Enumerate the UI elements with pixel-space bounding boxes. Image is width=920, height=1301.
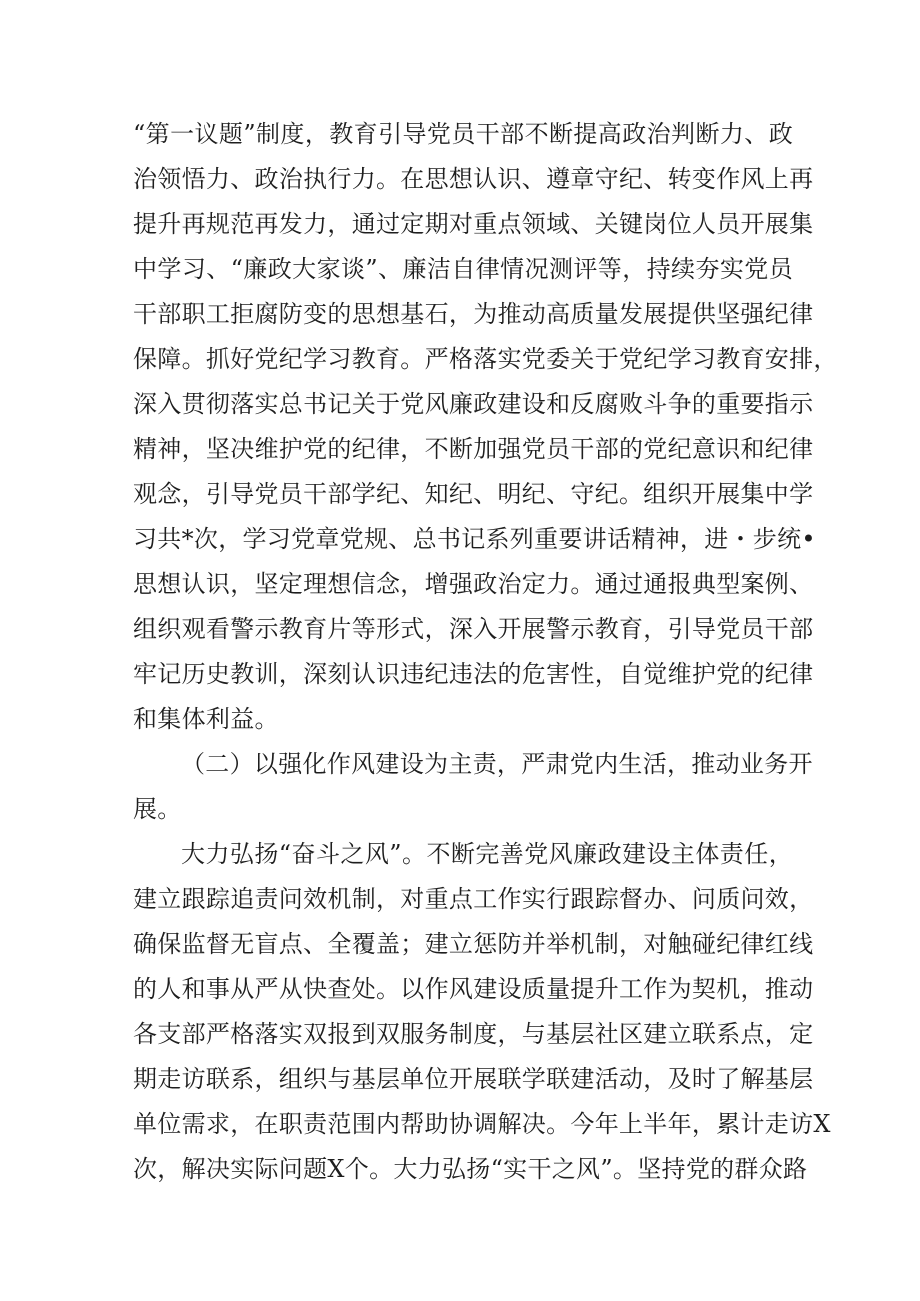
text-line: “第一议题”制度，教育引导党员干部不断提高政治判断力、政 [133,120,793,148]
text-line: 干部职工拒腐防变的思想基石，为推动高质量发展提供坚强纪律 [133,300,814,328]
text-line: 治领悟力、政治执行力。在思想认识、遵章守纪、转变作风上再 [133,165,814,193]
text-line: 习共*次，学习党章党规、总书记系列重要讲话精神，进・步统• [133,525,816,553]
text-line: 中学习、“廉政大家谈”、廉洁自律情况测评等，持续夯实党员 [133,255,793,283]
text-line: 观念，引导党员干部学纪、知纪、明纪、守纪。组织开展集中学 [133,480,814,508]
text-line: 深入贯彻落实总书记关于党风廉政建设和反腐败斗争的重要指示 [133,390,814,418]
text-line: 组织观看警示教育片等形式，深入开展警示教育，引导党员干部 [133,615,814,643]
text-line: 建立跟踪追责问效机制，对重点工作实行跟踪督办、问质问效， [133,885,814,913]
text-line: 思想认识，坚定理想信念，增强政治定力。通过通报典型案例、 [133,570,814,598]
text-line: 精神，坚决维护党的纪律，不断加强党员干部的党纪意识和纪律 [133,435,814,463]
text-line: 期走访联系，组织与基层单位开展联学联建活动，及时了解基层 [133,1065,814,1093]
heading-line: 展。 [133,795,182,823]
text-line: 保障。抓好党纪学习教育。严格落实党委关于党纪学习教育安排， [133,345,838,373]
text-line: 提升再规范再发力，通过定期对重点领域、关键岗位人员开展集 [133,210,814,238]
text-line: 大力弘扬“奋斗之风”。不断完善党风廉政建设主体责任， [181,840,793,868]
text-line: 次，解决实际问题X个。大力弘扬“实干之风”。坚持党的群众路 [133,1155,808,1183]
text-line: 的人和事从严从快查处。以作风建设质量提升工作为契机，推动 [133,975,814,1003]
text-line: 确保监督无盲点、全覆盖；建立惩防并举机制，对触碰纪律红线 [133,930,814,958]
text-line: 单位需求，在职责范围内帮助协调解决。今年上半年，累计走访X [133,1110,831,1138]
text-line: 牢记历史教训，深刻认识违纪违法的危害性，自觉维护党的纪律 [133,660,814,688]
text-line: 各支部严格落实双报到双服务制度，与基层社区建立联系点，定 [133,1020,814,1048]
text-line: 和集体利益。 [133,705,279,733]
heading-line: （二）以强化作风建设为主责，严肃党内生活，推动业务开 [181,750,813,778]
